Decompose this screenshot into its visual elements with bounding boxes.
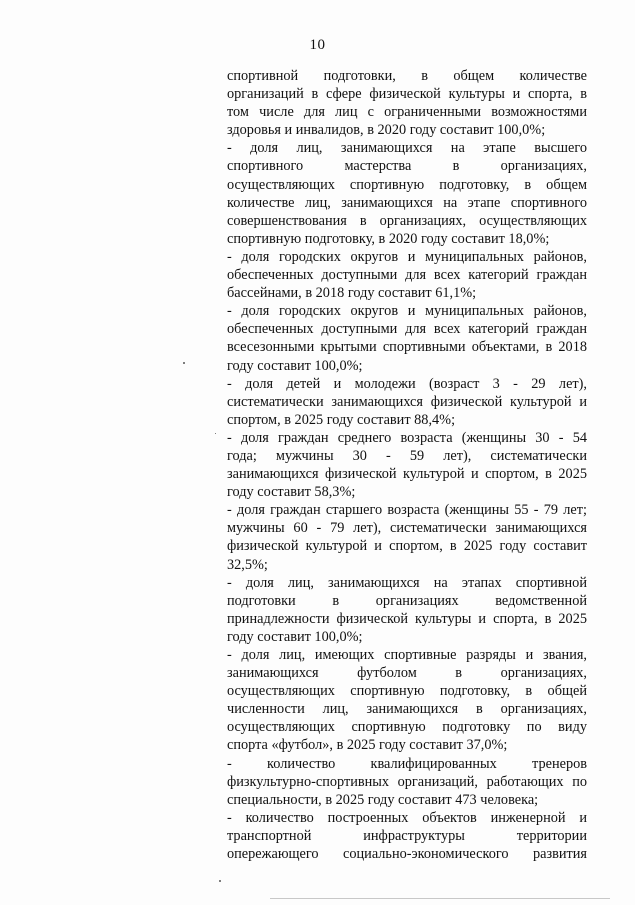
text-line: году составит 100,0%; xyxy=(227,628,363,645)
text-line: бассейнами, в 2018 году составит 61,1%; xyxy=(227,285,477,302)
text-line: систематически занимающихся физической культурой и xyxy=(227,393,587,410)
text-line: занимающихся физической культурой и спортом, в 2025 xyxy=(227,466,587,483)
text-line: - доля городских округов и муниципальных районов, xyxy=(227,248,587,265)
text-line: года; мужчины 30 - 59 лет), систематически xyxy=(227,447,587,464)
text-line: том числе для лиц с ограниченными возможностями xyxy=(227,104,587,121)
text-line: организаций в сфере физической культуры и спорта, в xyxy=(227,86,587,103)
text-line: году составит 100,0%; xyxy=(227,357,363,374)
text-line: обеспеченных доступными для всех категорий граждан xyxy=(227,267,587,284)
page-number: 10 xyxy=(309,37,326,53)
text-line: занимающихся футболом в организациях, xyxy=(227,665,587,682)
scan-speck xyxy=(219,880,221,882)
text-line: - доля лиц, занимающихся на этапах спортивной xyxy=(227,574,587,591)
text-line: количестве лиц, занимающихся на этапе спортивного xyxy=(227,194,587,211)
text-line: - количество квалифицированных тренеров xyxy=(227,755,587,772)
text-line: спортивную подготовку, в 2020 году составит 18,0%; xyxy=(227,230,550,247)
text-line: совершенствования в организациях, осуществляющих xyxy=(227,212,587,229)
text-line: физической культурой и спортом, в 2025 году составит xyxy=(227,538,587,555)
text-line: - доля лиц, имеющих спортивные разряды и звания, xyxy=(227,647,587,663)
text-line: подготовки в организациях ведомственной xyxy=(227,592,587,609)
text-line: спортивного мастерства в организациях, xyxy=(227,158,587,175)
text-line: - количество построенных объектов инженерной и xyxy=(227,809,587,826)
text-line: спортивной подготовки, в общем количестве xyxy=(227,68,587,84)
text-line: 32,5%; xyxy=(227,556,268,573)
text-line: здоровья и инвалидов, в 2020 году составит 100,0%; xyxy=(227,122,546,139)
text-line: - доля граждан старшего возраста (женщины 55 - 79 лет; xyxy=(227,502,587,519)
text-line: обеспеченных доступными для всех категорий граждан xyxy=(227,321,587,338)
scan-edge-line xyxy=(270,898,610,899)
body-text xyxy=(227,67,587,863)
text-line: осуществляющих спортивную подготовку по виду xyxy=(227,719,587,736)
text-line: году составит 58,3%; xyxy=(227,484,356,501)
text-line: спортом, в 2025 году составит 88,4%; xyxy=(227,411,456,428)
text-line: физкультурно-спортивных организаций, работающих по xyxy=(227,773,587,790)
scan-speck xyxy=(183,362,185,364)
text-line: опережающего социально-экономического развития xyxy=(227,846,587,863)
text-line: транспортной инфраструктуры территории xyxy=(227,827,587,844)
text-line: спорта «футбол», в 2025 году составит 37,0%; xyxy=(227,737,508,754)
text-line: - доля городских округов и муниципальных районов, xyxy=(227,303,587,320)
text-line: принадлежности физической культуры и спорта, в 2025 xyxy=(227,610,587,627)
text-line: - доля детей и молодежи (возраст 3 - 29 лет), xyxy=(227,375,587,392)
text-line: - доля лиц, занимающихся на этапе высшего xyxy=(227,140,587,157)
text-line: - доля граждан среднего возраста (женщины 30 - 54 xyxy=(227,429,587,446)
scan-speck xyxy=(215,433,216,434)
text-line: численности лиц, занимающихся в организациях, xyxy=(227,701,587,718)
text-line: мужчины 60 - 79 лет), систематически занимающихся xyxy=(227,520,587,537)
text-line: специальности, в 2025 году составит 473 человека; xyxy=(227,791,539,808)
text-line: осуществляющих спортивную подготовку, в общем xyxy=(227,176,587,193)
text-line: осуществляющих спортивную подготовку, в общей xyxy=(227,683,587,700)
text-line: всесезонными крытыми спортивными объектами, в 2018 xyxy=(227,339,587,356)
